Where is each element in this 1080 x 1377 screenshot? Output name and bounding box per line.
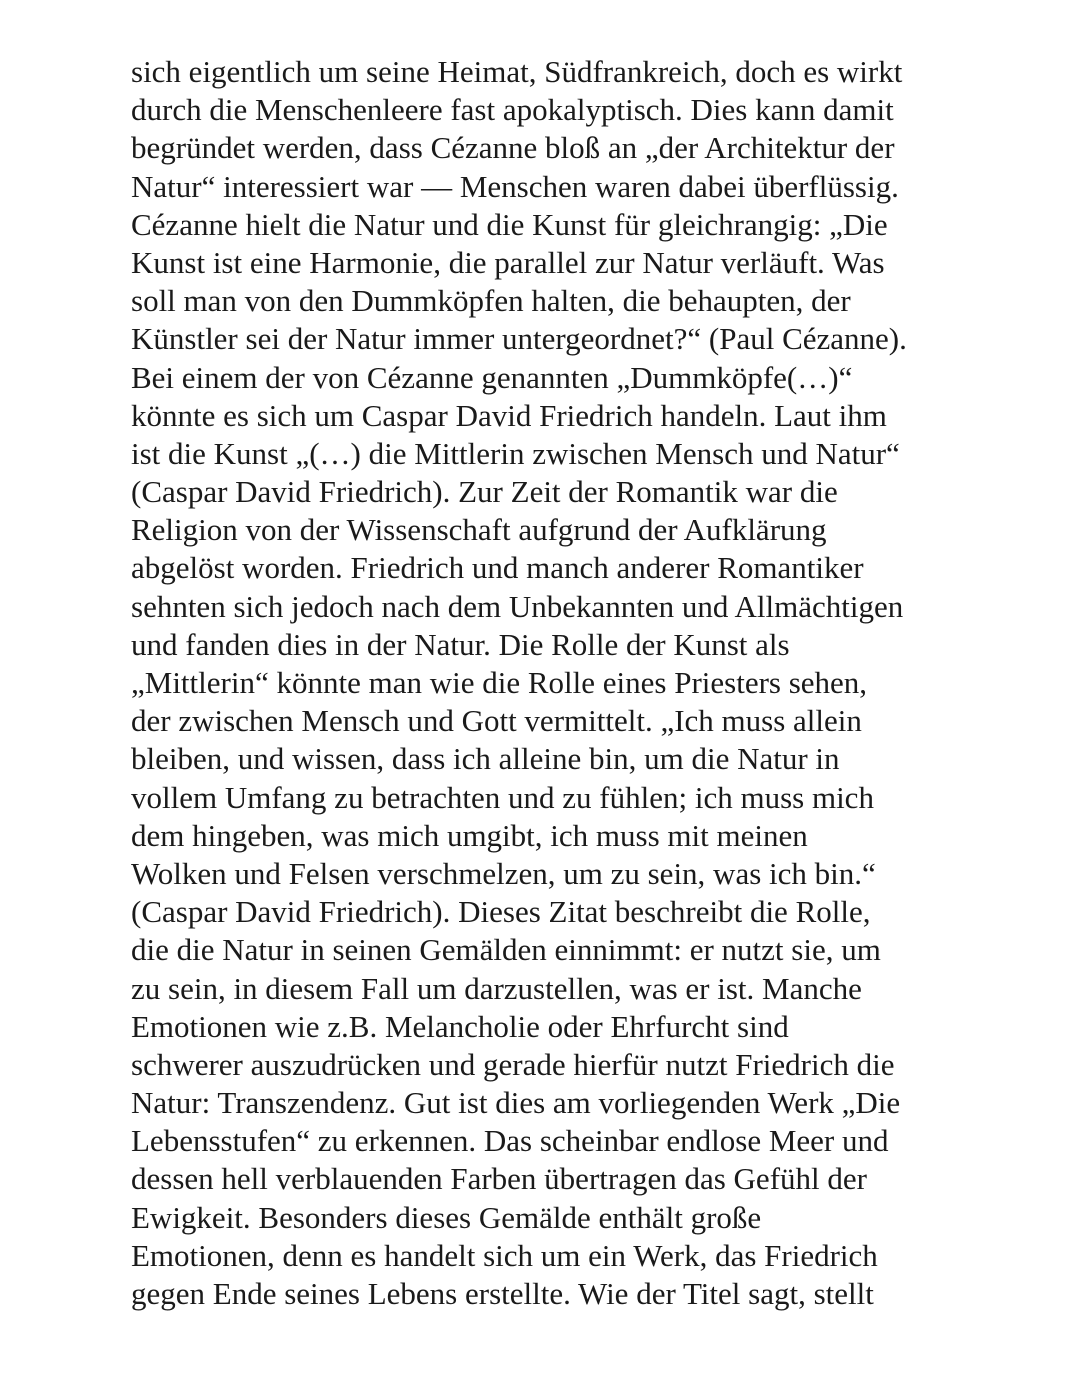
text-line: sehnten sich jedoch nach dem Unbekannten und Allmächtigen xyxy=(131,588,904,624)
text-line: (Caspar David Friedrich). Zur Zeit der Romantik war die xyxy=(131,474,838,510)
text-line: Natur: Transzendenz. Gut ist dies am vorliegenden Werk „Die xyxy=(131,1085,901,1121)
text-line: dem hingeben, was mich umgibt, ich muss mit meinen xyxy=(131,817,808,853)
text-line: Lebensstufen“ zu erkennen. Das scheinbar endlose Meer und xyxy=(131,1123,889,1159)
text-line: schwerer auszudrücken und gerade hierfür nutzt Friedrich die xyxy=(131,1046,895,1082)
text-line: dessen hell verblauenden Farben übertragen das Gefühl der xyxy=(131,1161,867,1197)
text-line: bleiben, und wissen, dass ich alleine bin, um die Natur in xyxy=(131,741,840,777)
body-text xyxy=(131,53,1031,1313)
text-line: „Mittlerin“ könnte man wie die Rolle eines Priesters sehen, xyxy=(131,665,868,700)
text-line: soll man von den Dummköpfen halten, die behaupten, der xyxy=(131,283,851,319)
text-line: Emotionen wie z.B. Melancholie oder Ehrfurcht sind xyxy=(131,1008,789,1044)
text-line: und fanden dies in der Natur. Die Rolle der Kunst als xyxy=(131,626,790,662)
text-line: Emotionen, denn es handelt sich um ein Werk, das Friedrich xyxy=(131,1237,878,1273)
text-line: Wolken und Felsen verschmelzen, um zu sein, was ich bin.“ xyxy=(131,855,876,891)
text-line: Ewigkeit. Besonders dieses Gemälde enthält große xyxy=(131,1199,762,1235)
text-line: Cézanne hielt die Natur und die Kunst für gleichrangig: „Die xyxy=(131,206,888,242)
text-line: durch die Menschenleere fast apokalyptisch. Dies kann damit xyxy=(131,92,894,128)
text-line: begründet werden, dass Cézanne bloß an „der Architektur der xyxy=(131,130,895,166)
text-line: zu sein, in diesem Fall um darzustellen, was er ist. Manche xyxy=(131,970,862,1006)
text-line: sich eigentlich um seine Heimat, Südfrankreich, doch es wirkt xyxy=(131,54,903,89)
text-line: ist die Kunst „(…) die Mittlerin zwischen Mensch und Natur“ xyxy=(131,435,900,471)
text-line: gegen Ende seines Lebens erstellte. Wie der Titel sagt, stellt xyxy=(131,1276,874,1311)
text-line: könnte es sich um Caspar David Friedrich handeln. Laut ihm xyxy=(131,397,887,433)
text-line: Kunst ist eine Harmonie, die parallel zur Natur verläuft. Was xyxy=(131,244,885,280)
text-line: der zwischen Mensch und Gott vermittelt. „Ich muss allein xyxy=(131,703,862,739)
text-line: die die Natur in seinen Gemälden einnimmt: er nutzt sie, um xyxy=(131,932,881,968)
text-line: Natur“ interessiert war — Menschen waren dabei überflüssig. xyxy=(131,168,899,204)
text-line: (Caspar David Friedrich). Dieses Zitat beschreibt die Rolle, xyxy=(131,894,871,930)
text-line: vollem Umfang zu betrachten und zu fühlen; ich muss mich xyxy=(131,779,874,815)
text-line: abgelöst worden. Friedrich und manch anderer Romantiker xyxy=(131,550,864,586)
text-line: Religion von der Wissenschaft aufgrund der Aufklärung xyxy=(131,512,827,548)
text-line: Künstler sei der Natur immer untergeordnet?“ (Paul Cézanne). xyxy=(131,321,907,357)
text-line: Bei einem der von Cézanne genannten „Dummköpfe(…)“ xyxy=(131,359,853,395)
